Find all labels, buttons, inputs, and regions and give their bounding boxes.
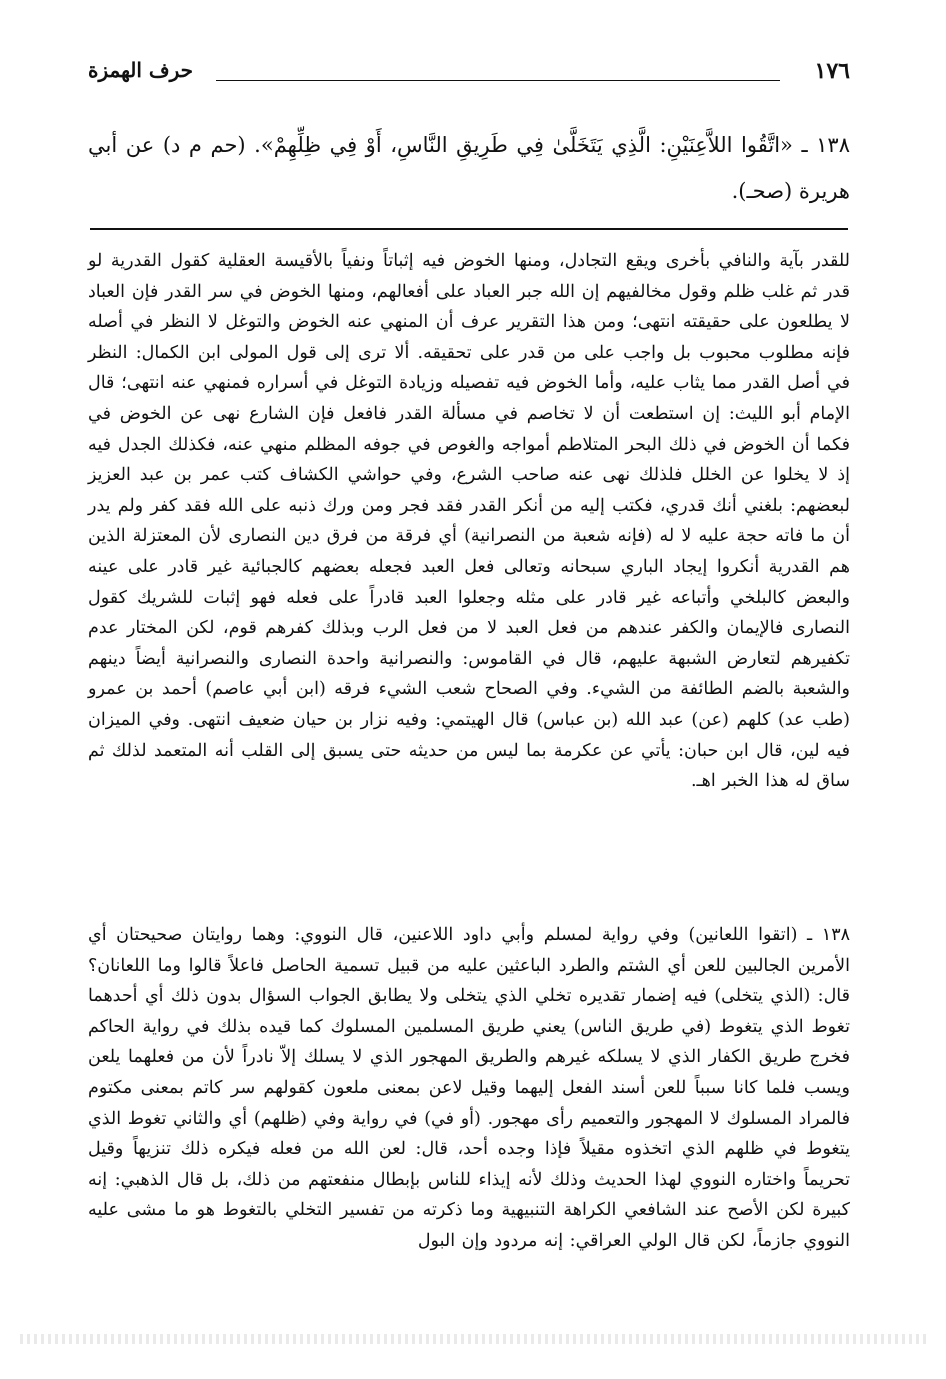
commentary-block-1 (88, 246, 850, 797)
page-number: ١٧٦ (814, 58, 850, 84)
page-header (88, 58, 850, 88)
commentary-block-2 (88, 920, 850, 1257)
commentary-paragraph: ١٣٨ ـ (اتقوا اللعانين) وفي رواية لمسلم وأبي داود اللاعنين، قال النووي: وهما روايتان صحيحتان أي الأمرين الجالبين للعن أي الشتم والطرد الباعثين عليه من قبيل تسمية الحاصل فاعلاً قالوا وما اللعانان؟ قال: (الذي يتخلى) فيه إضمار تقديره تخلي الذي يتخلى ولا يطابق الجواب السؤال بدون ذلك أي أحدهما تغوط الذي يتغوط (في طريق الناس) يعني طريق المسلمين المسلوك كما قيده بذلك في رواية الحاكم فخرج طريق الكفار الذي لا يسلكه غيرهم والطريق المهجور الذي لا يسلك إلاّ نادراً لأن من فعلهما يلعن ويسب فلما كانا سبباً للعن أسند الفعل إليهما وقيل لاعن بمعنى ملعون كقولهم سر كاتم بمعنى مكتوم فالمراد المسلوك لا المهجور والتعميم رأى مهجور. (أو في) في رواية وفي (ظلهم) أي والثاني تغوط الذي يتغوط في ظلهم الذي اتخذوه مقيلاً فإذا وجده أحد، قال: لعن الله من فعله فيكره ذلك تنزيهاً وقيل تحريماً واختاره النووي لهذا الحديث وذلك لأنه إيذاء للناس بإبطال منفعتهم من ذلك، بل قال الذهبي: إنه كبيرة لكن الأصح عند الشافعي الكراهة التنبيهية وما ذكرته من تفسير التخلي بالتغوط هو ما مشى عليه النووي جازماً، لكن قال الولي العراقي: إنه مردود وإن البول (88, 925, 850, 1251)
section-title: حرف الهمزة (88, 58, 194, 82)
main-text-divider (90, 228, 848, 230)
hadith-entry: ١٣٨ ـ «اتَّقُوا اللاَّعِنَيْنِ: الَّذِي يَتَخَلَّىٰ فِي طَرِيقِ النَّاسِ، أَوْ فِي ظِلِّهِمْ». (حم م د) عن أبي هريرة (صحـ). (88, 133, 850, 203)
header-rule (216, 80, 780, 81)
scan-artifact (20, 1334, 926, 1344)
commentary-paragraph: للقدر بآية والنافي بأخرى ويقع التجادل، ومنها الخوض فيه إثباتاً ونفياً بالأقيسة العقلية كقول القدرية لو قدر ثم غلب ظلم وقول مخالفيهم إن الله جبر العباد على أفعالهم، ومنها الخوض في سر القدر فإن العباد لا يطلعون على حقيقته انتهى؛ ومن هذا التقرير عرف أن المنهي عنه الخوض والتوغل لا النظر في أصله فإنه مطلوب محبوب بل واجب على من قدر على تحقيقه. ألا ترى إلى قول المولى ابن الكمال: النظر في أصل القدر مما يثاب عليه، وأما الخوض فيه تفصيله وزيادة التوغل في أسراره فمنهي عنه انتهى؛ قال الإمام أبو الليث: إن استطعت أن لا تخاصم في مسألة القدر فافعل فإن الشارع نهى عن الخوض في فكما أن الخوض في ذلك البحر المتلاطم أمواجه والغوص في جوفه المظلم منهي عنه، فكذلك الجدل فيه إذ لا يخلوا عن الخلل فلذلك نهى عنه صاحب الشرع، وفي حواشي الكشاف كتب عمر بن عبد العزيز لبعضهم: بلغني أنك قدري، فكتب إليه من أنكر القدر فقد فجر ومن ورك ذنبه على الله فقد كفر ولم يدر أن ما فاته حجة عليه لا له (فإنه شعبة من النصرانية) أي فرقة من فرق دين النصارى لأن المعتزلة الذين هم القدرية أنكروا إيجاد الباري سبحانه وتعالى فعل العبد فجعله بعضهم كالجبائية غير قادر على عينه والبعض كالبلخي وأتباعه غير قادر على مثله وجعلوا العبد قادراً على فعله فهو إثبات للشريك كقول النصارى فالإيمان والكفر عندهم من فعل العبد لا من فعل الرب وبذلك كفرهم قوم، لكن المختار عدم تكفيرهم لتعارض الشبهة عليهم، قال في القاموس: والنصرانية واحدة النصارى والنصرانية أيضاً دينهم والشعبة بالضم الطائفة من الشيء. وفي الصحاح شعب الشيء فرقه (ابن أبي عاصم) أحمد بن عمرو (طب عد) كلهم (عن) عبد الله (بن عباس) قال الهيتمي: وفيه نزار بن حيان ضعيف انتهى. وفي الميزان فيه لين، قال ابن حبان: يأتي عن عكرمة بما ليس من حديثه حتى يسبق إلى القلب أنه المتعمد لذلك ثم ساق له هذا الخبر اهـ. (88, 251, 850, 792)
